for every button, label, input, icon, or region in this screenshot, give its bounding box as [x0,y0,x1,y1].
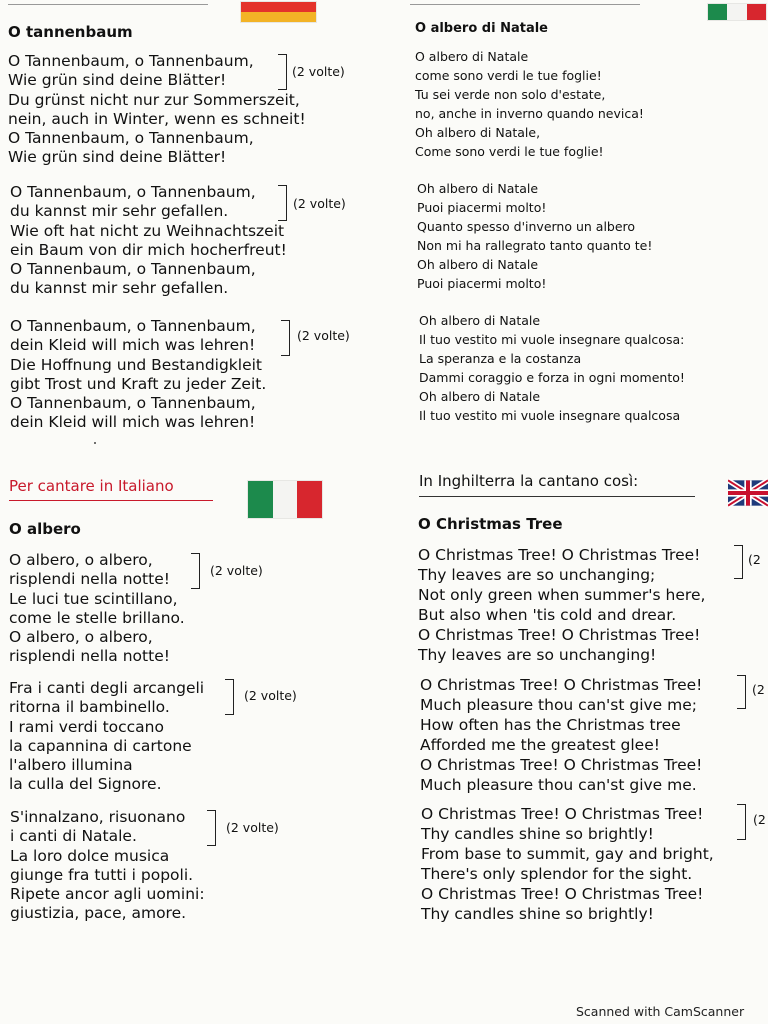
verse-line: Fra i canti degli arcangeli [9,679,205,697]
verse-line: Oh albero di Natale [417,257,539,272]
verse-line: Ripete ancor agli uomini: [10,885,205,904]
top-right-rule [410,4,640,5]
verse-line: du kannst mir sehr gefallen. [10,279,229,298]
english-song-title: O Christmas Tree [418,515,563,533]
verse-line: come le stelle brillano. [9,608,185,627]
italian-section-label: Per cantare in Italiano [9,477,174,495]
verse-line: O Christmas Tree! O Christmas Tree! [418,546,701,564]
verse-line: Wie oft hat nicht zu Weihnachtszeit [10,221,285,240]
verse-line: Thy candles shine so brightly! [421,825,654,843]
verse-line: O Christmas Tree! O Christmas Tree! [420,756,703,774]
verse-line: Not only green when summer's here, [418,586,706,604]
verse-line: ritorna il bambinello. [9,698,170,717]
verse-line: O Tannenbaum, o Tannenbaum, [10,260,256,279]
verse-line: Le luci tue scintillano, [9,589,178,608]
verse-line: O Tannenbaum, o Tannenbaum, [8,52,254,70]
verse-line: I rami verdi toccano [9,717,164,736]
verse-line: Thy leaves are so unchanging! [418,646,657,664]
repeat-bracket [737,675,746,709]
verse-line: Il tuo vestito mi vuole insegnare qualcosa: [419,332,685,347]
verse-line: come sono verdi le tue foglie! [415,68,602,83]
verse-line: Afforded me the greatest glee! [420,736,660,754]
verse-line: Wie grün sind deine Blätter! [8,148,227,167]
verse-line: Thy leaves are so unchanging; [418,566,656,584]
verse-line: Oh albero di Natale [417,181,539,196]
italian-translation-stanza-3 [419,311,685,425]
italian-translation-title: O albero di Natale [415,21,548,36]
german-stanza-3 [10,317,266,433]
verse-line: O Christmas Tree! O Christmas Tree! [418,626,701,644]
german-stanza-1 [8,52,306,168]
verse-line: du kannst mir sehr gefallen. [10,202,229,221]
speck [94,442,96,444]
verse-line: ein Baum von dir mich hocherfreut! [10,240,287,259]
repeat-label: (2 volte) [293,196,346,211]
repeat-bracket [734,545,743,579]
verse-line: Wie grün sind deine Blätter! [8,71,227,90]
italian-section-underline [9,500,213,501]
verse-line: O Christmas Tree! O Christmas Tree! [420,676,703,694]
repeat-label-cut: (2 [753,812,766,827]
scanner-watermark: Scanned with CamScanner [576,1004,745,1019]
repeat-label: (2 volte) [244,688,297,703]
verse-line: From base to summit, gay and bright, [421,845,714,863]
english-section-underline [419,496,695,497]
verse-line: la capannina di cartone [9,736,192,755]
verse-line: Much pleasure thou can'st give me. [420,776,697,794]
repeat-label: (2 volte) [210,563,263,578]
verse-line: i canti di Natale. [10,827,137,846]
verse-line: Puoi piacermi molto! [417,276,547,291]
repeat-bracket [225,679,234,715]
verse-line: giustizia, pace, amore. [10,904,187,923]
verse-line: l'albero illumina [9,756,133,775]
verse-line: O Tannenbaum, o Tannenbaum, [8,129,254,148]
verse-line: But also when 'tis cold and drear. [418,606,677,624]
italian-stanza-3 [10,808,205,924]
italian-flag [248,481,322,518]
repeat-bracket [278,185,287,221]
top-left-rule [8,4,208,5]
verse-line: risplendi nella notte! [9,647,170,666]
repeat-label-cut: (2 [752,682,765,697]
english-stanza-2 [420,675,702,795]
verse-line: O Tannenbaum, o Tannenbaum, [10,317,256,335]
italian-translation-stanza-1 [415,47,644,161]
repeat-label: (2 volte) [226,820,279,835]
verse-line: Come sono verdi le tue foglie! [415,144,604,159]
german-title: O tannenbaum [8,23,133,41]
repeat-bracket [737,804,746,840]
verse-line: O Christmas Tree! O Christmas Tree! [421,805,704,823]
verse-line: O Tannenbaum, o Tannenbaum, [10,394,256,413]
verse-line: There's only splendor for the sight. [421,865,693,883]
repeat-bracket [207,810,216,846]
verse-line: O albero, o albero, [9,551,153,569]
italian-translation-stanza-2 [417,179,652,293]
repeat-label: (2 volte) [297,328,350,343]
verse-line: Non mi ha rallegrato tanto quanto te! [417,238,653,253]
verse-line: dein Kleid will mich was lehren! [10,336,256,355]
verse-line: Il tuo vestito mi vuole insegnare qualcosa [419,408,681,423]
english-stanza-3 [421,804,714,924]
verse-line: la culla del Signore. [9,775,162,794]
repeat-bracket [281,320,290,356]
uk-flag [728,474,768,512]
verse-line: risplendi nella notte! [9,570,170,589]
german-flag [241,2,316,22]
verse-line: How often has the Christmas tree [420,716,681,734]
verse-line: nein, auch in Winter, wenn es schneit! [8,109,306,128]
english-stanza-1 [418,545,705,665]
italian-stanza-1 [9,551,185,667]
verse-line: La loro dolce musica [10,846,170,865]
verse-line: dein Kleid will mich was lehren! [10,413,256,432]
verse-line: gibt Trost und Kraft zu jeder Zeit. [10,374,267,393]
verse-line: O Christmas Tree! O Christmas Tree! [421,885,704,903]
verse-line: S'innalzano, risuonano [10,808,186,826]
verse-line: Die Hoffnung und Bestandigkleit [10,355,263,374]
verse-line: Much pleasure thou can'st give me; [420,696,698,714]
repeat-label-cut: (2 [748,552,761,567]
verse-line: O albero di Natale [415,49,529,64]
german-stanza-2 [10,183,287,299]
verse-line: no, anche in inverno quando nevica! [415,106,644,121]
verse-line: Oh albero di Natale [419,313,541,328]
verse-line: O albero, o albero, [9,628,153,647]
italian-song-title: O albero [9,520,81,538]
verse-line: giunge fra tutti i popoli. [10,865,194,884]
verse-line: Oh albero di Natale, [415,125,541,140]
verse-line: Du grünst nicht nur zur Sommerszeit, [8,90,300,109]
verse-line: Tu sei verde non solo d'estate, [415,87,606,102]
repeat-bracket [278,54,287,90]
verse-line: Puoi piacermi molto! [417,200,547,215]
verse-line: Thy candles shine so brightly! [421,905,654,923]
verse-line: La speranza e la costanza [419,351,582,366]
verse-line: O Tannenbaum, o Tannenbaum, [10,183,256,201]
english-section-label: In Inghilterra la cantano così: [419,472,639,490]
repeat-bracket [191,553,200,589]
repeat-label: (2 volte) [292,64,345,79]
verse-line: Dammi coraggio e forza in ogni momento! [419,370,685,385]
verse-line: Oh albero di Natale [419,389,541,404]
italian-flag-top [708,4,766,20]
italian-stanza-2 [9,679,204,795]
verse-line: Quanto spesso d'inverno un albero [417,219,636,234]
